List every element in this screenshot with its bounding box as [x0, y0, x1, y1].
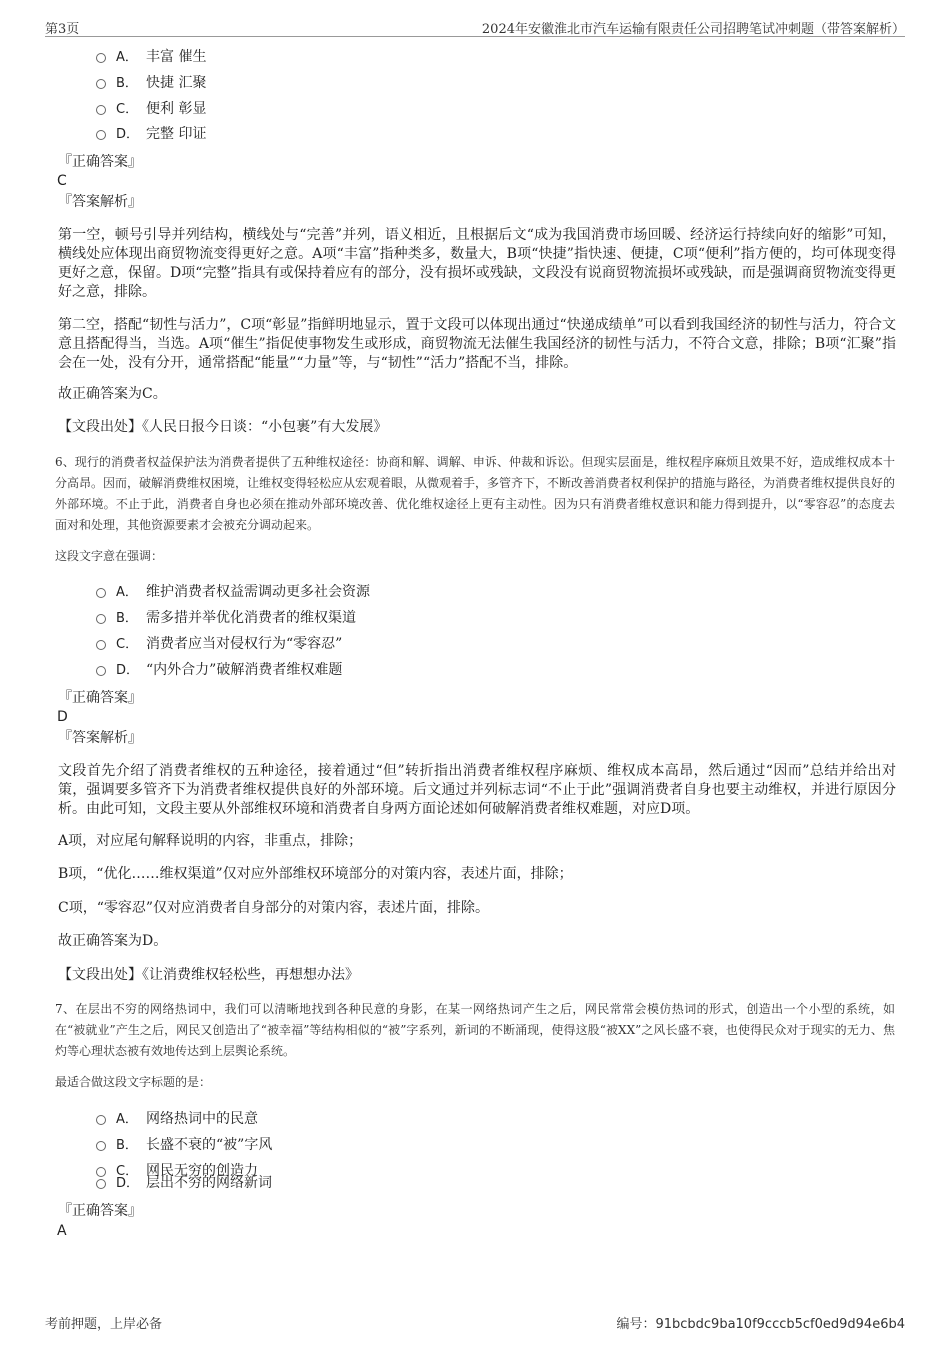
q6-analysis-paragraph: 文段首先介绍了消费者维权的五种途径，接着通过“但”转折指出消费者维权程序麻烦、维权成本高昂，然后通过“因而”总结并给出对策，强调要多管齐下为消费者维权提供良好的外部环境。后文通过并列标志词“不止于此”强调消费者自身也要主动维权，并进行原因分析。由此可知，文段主要从外部维权环境和消费者自身两方面论述如何破解消费者维权难题，对应D项。 — [58, 763, 896, 817]
q6-conclusion: 故正确答案为D。 — [58, 933, 168, 949]
q7-option-d[interactable]: D． 层出不穷的网络新词 — [96, 1173, 272, 1193]
q6-answer: D — [57, 709, 68, 725]
q7-answer: A — [57, 1223, 67, 1239]
q7-option-c[interactable]: C． 网民无穷的创造力 — [96, 1161, 258, 1181]
q6-option-a[interactable]: A． 维护消费者权益需调动更多社会资源 — [96, 582, 370, 602]
q7-option-a[interactable]: A． 网络热词中的民意 — [96, 1109, 258, 1129]
radio-icon[interactable] — [96, 614, 106, 624]
radio-icon[interactable] — [96, 1179, 106, 1189]
radio-icon[interactable] — [96, 640, 106, 650]
q5-option-d[interactable]: D． 完整 印证 — [96, 124, 206, 144]
footer-code-value: 91bcbdc9ba10f9cccb5cf0ed9d94e6b4 — [655, 1317, 905, 1332]
q7-option-b[interactable]: B． 长盛不衰的“被”字风 — [96, 1135, 272, 1155]
q7-prompt: 最适合做这段文字标题的是： — [55, 1075, 212, 1089]
q7-answer-label: 『正确答案』 — [58, 1203, 142, 1219]
radio-icon[interactable] — [96, 588, 106, 598]
radio-icon[interactable] — [96, 79, 106, 89]
page-number: 第3页 — [45, 22, 80, 37]
footer-code-label: 编号： — [616, 1317, 656, 1332]
q6-stem: 6、现行的消费者权益保护法为消费者提供了五种维权途径：协商和解、调解、申诉、仲裁和诉讼。但现实层面是，维权程序麻烦且效果不好，造成维权成本十分高昂。因而，破解消费维权困境，让维权变得轻松应从宏观着眼，从微观着手，多管齐下，不断改善消费者权利保护的措施与路径，为消费者维权提供良好的外部环境。不止于此，消费者自身也必须在推动外部环境改善、优化维权途径上更有主动性。因为只有消费者维权意识和能力得到提升，以“零容忍”的态度去面对和处理，其他资源要素才会被充分调动起来。 — [55, 455, 896, 532]
q5-conclusion: 故正确答案为C。 — [58, 386, 167, 402]
q5-source: 【文段出处】《人民日报今日谈：“小包裹”有大发展》 — [58, 419, 388, 435]
radio-icon[interactable] — [96, 666, 106, 676]
q7-stem: 7、在层出不穷的网络热词中，我们可以清晰地找到各种民意的身影，在某一网络热词产生之后，网民常常会模仿热词的形式，创造出一个小型的系统，如在“被就业”产生之后，网民又创造出了“被幸福”等结构相似的“被”字系列，新词的不断涌现，使得这股“被XX”之风长盛不衰，也使得民众对于现实的无力、焦灼等心理状态被有效地传达到上层舆论系统。 — [55, 1002, 895, 1058]
q6-source: 【文段出处】《让消费维权轻松些，再想想办法》 — [58, 967, 359, 983]
q5-answer: C — [57, 173, 67, 189]
q5-analysis-paragraph: 第一空，顿号引导并列结构，横线处与“完善”并列，语义相近，且根据后文“成为我国消费市场回暖、经济运行持续向好的缩影”可知，横线处应体现出商贸物流变得更好之意。A项“丰富”指种类多，数量大，B项“快捷”指快速、便捷，C项“便利”指方便的，均可体现变得更好之意，保留。D项“完整”指具有或保持着应有的部分，没有损坏或残缺，文段没有说商贸物流损坏或残缺，而是强调商贸物流变得更好之意，排除。 — [58, 227, 896, 300]
q5-option-b[interactable]: B． 快捷 汇聚 — [96, 73, 206, 93]
radio-icon[interactable] — [96, 53, 106, 63]
header-divider — [45, 36, 905, 37]
q6-analysis-paragraph: B项，“优化……维权渠道”仅对应外部维权环境部分的对策内容，表述片面，排除； — [58, 866, 573, 882]
q5-analysis-paragraph: 第二空，搭配“韧性与活力”，C项“彰显”指鲜明地显示，置于文段可以体现出通过“快递成绩单”可以看到我国经济的韧性与活力，符合文意且搭配得当，当选。A项“催生”指促使事物发生或形成，商贸物流无法催生我国经济的韧性与活力，不符合文意，排除；B项“汇聚”指会在一处，没有分开，通常搭配“能量”“力量”等，与“韧性”“活力”搭配不当，排除。 — [58, 317, 896, 371]
q5-answer-label: 『正确答案』 — [58, 154, 142, 170]
q6-answer-label: 『正确答案』 — [58, 690, 142, 706]
footer-slogan: 考前押题，上岸必备 — [45, 1317, 163, 1332]
footer-code — [616, 1313, 905, 1332]
q6-option-b[interactable]: B． 需多措并举优化消费者的维权渠道 — [96, 608, 356, 628]
q5-analysis-label: 『答案解析』 — [58, 194, 142, 210]
document-title: 2024年安徽淮北市汽车运输有限责任公司招聘笔试冲刺题（带答案解析） — [481, 22, 905, 37]
q6-prompt: 这段文字意在强调： — [55, 549, 164, 563]
q6-option-c[interactable]: C． 消费者应当对侵权行为“零容忍” — [96, 634, 342, 654]
q6-analysis-paragraph: A项，对应尾句解释说明的内容，非重点，排除； — [58, 833, 363, 849]
radio-icon[interactable] — [96, 1141, 106, 1151]
q6-analysis-label: 『答案解析』 — [58, 730, 142, 746]
radio-icon[interactable] — [96, 105, 106, 115]
q6-option-d[interactable]: D． “内外合力”破解消费者维权难题 — [96, 660, 342, 680]
radio-icon[interactable] — [96, 1115, 106, 1125]
q5-option-c[interactable]: C． 便利 彰显 — [96, 99, 206, 119]
q5-option-a[interactable]: A． 丰富 催生 — [96, 47, 206, 67]
q6-analysis-paragraph: C项，“零容忍”仅对应消费者自身部分的对策内容，表述片面，排除。 — [58, 900, 490, 916]
radio-icon[interactable] — [96, 130, 106, 140]
